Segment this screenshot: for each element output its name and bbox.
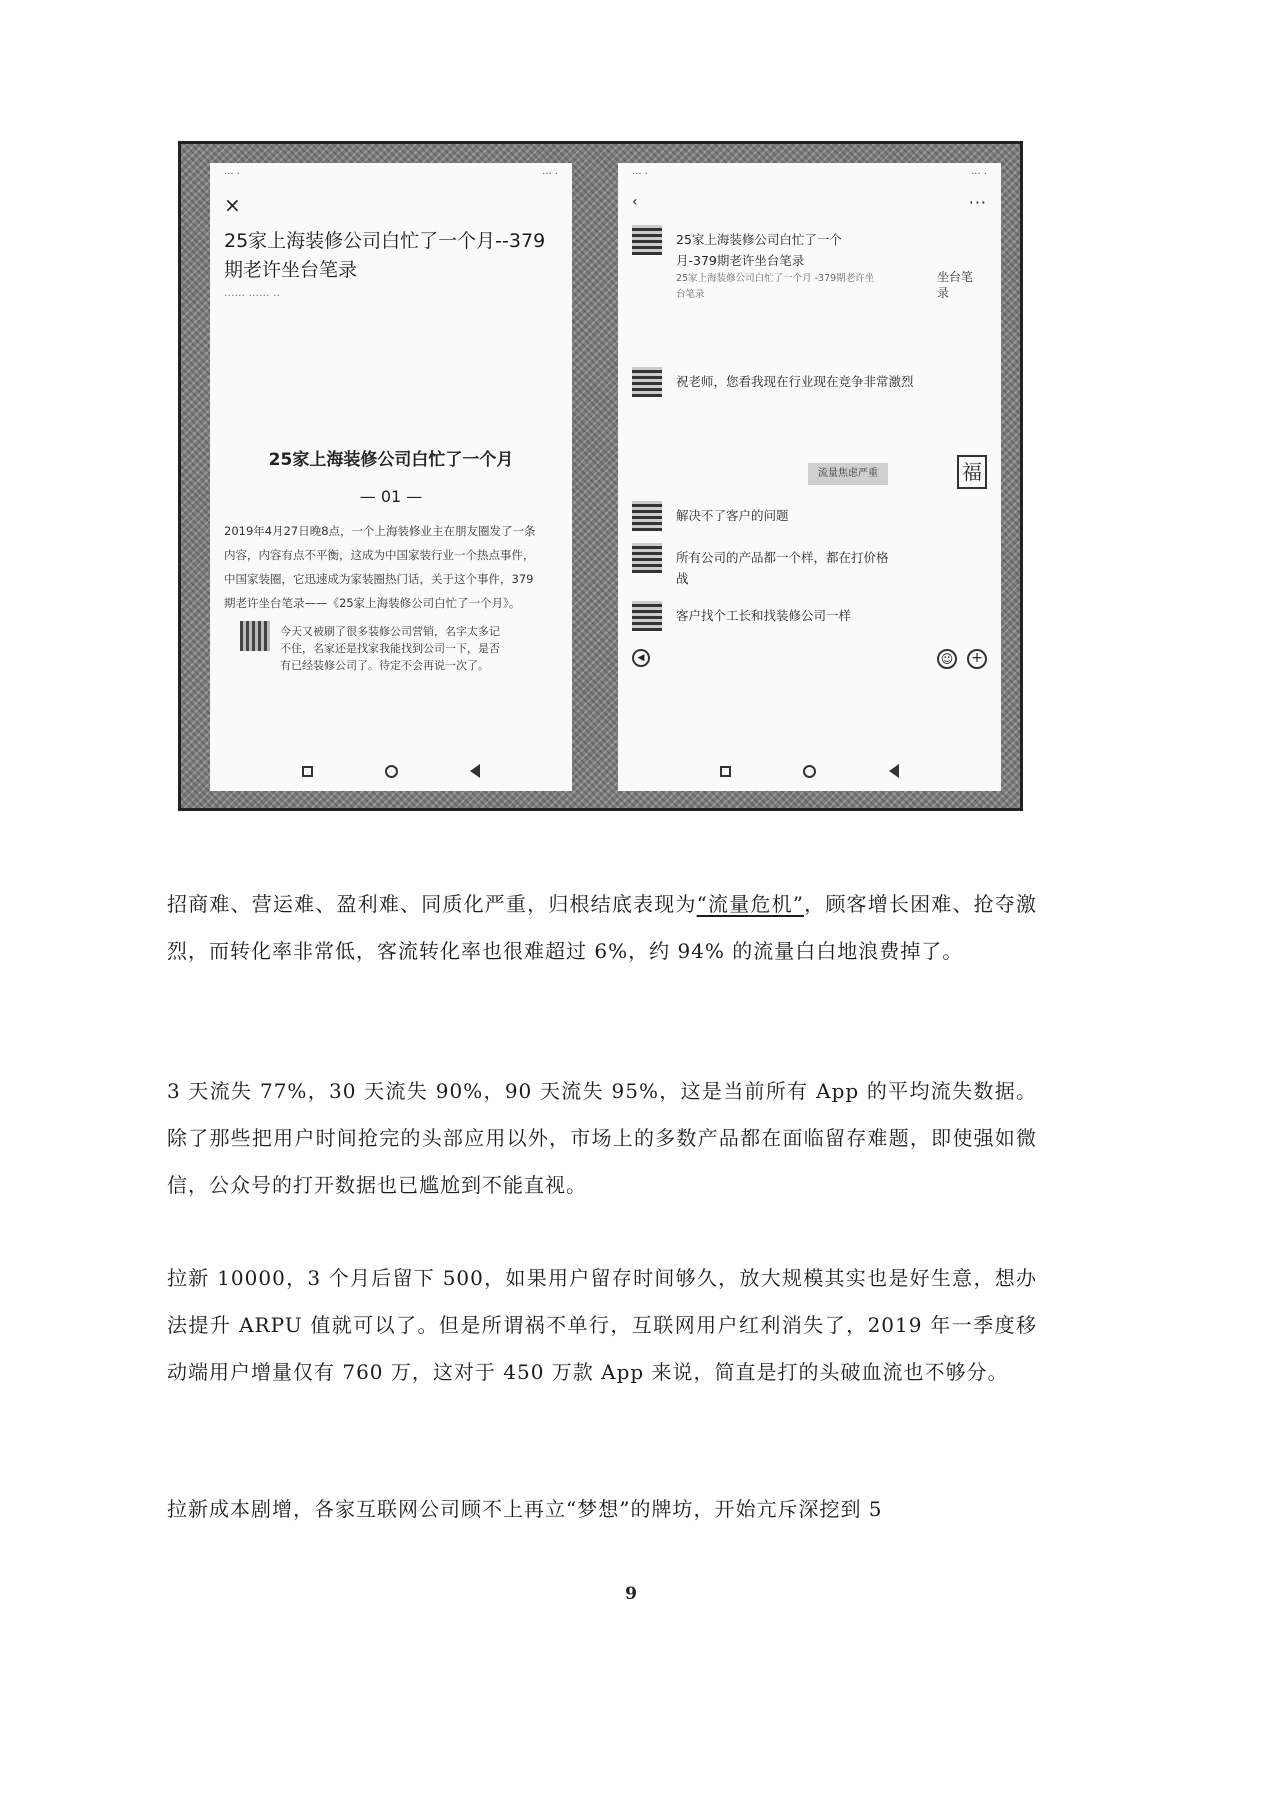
- voice-input-icon[interactable]: ◀: [632, 649, 650, 667]
- avatar: [632, 543, 662, 573]
- fu-sticker-icon: 福: [957, 455, 987, 489]
- android-nav-bar: [210, 751, 572, 791]
- article-subtitle: 25家上海装修公司白忙了一个月: [268, 450, 514, 470]
- shared-article-message[interactable]: [632, 225, 987, 345]
- home-icon[interactable]: [383, 763, 399, 779]
- home-icon[interactable]: [802, 763, 818, 779]
- chat-header: [632, 191, 987, 213]
- avatar: [240, 621, 270, 651]
- chat-message: [632, 601, 987, 635]
- paragraph-cost-increase: 拉新成本剧增，各家互联网公司顾不上再立“梦想”的牌坊，开始亢斥深挖到 5: [167, 1497, 883, 1521]
- chat-message: [632, 367, 987, 417]
- avatar: [632, 501, 662, 531]
- status-bar: ··· · ··· ·: [632, 169, 987, 180]
- reply-bubble: 流量焦虑严重: [808, 463, 888, 485]
- avatar: [632, 367, 662, 397]
- message-text: 祝老师，您看我现在行业现在竞争非常激烈: [676, 374, 914, 389]
- chat-message: [632, 543, 987, 593]
- left-phone-screen: [210, 163, 572, 791]
- emoji-icon[interactable]: ☺: [937, 649, 957, 669]
- article-title: 25家上海装修公司白忙了一个月--379期老许坐台笔录: [224, 230, 546, 281]
- close-icon[interactable]: ×: [224, 193, 241, 217]
- back-icon[interactable]: [467, 763, 483, 779]
- status-bar: ··· · ··· ·: [224, 169, 558, 180]
- message-text: 解决不了客户的问题: [676, 508, 789, 523]
- screenshot-photo: [178, 141, 1023, 811]
- message-text: 所有公司的产品都一个样，都在打价格战: [676, 550, 889, 586]
- paragraph-traffic-crisis: [167, 881, 1037, 975]
- message-text: 客户找个工长和找装修公司一样: [676, 608, 852, 623]
- article-meta: ······ ······ ··: [224, 289, 280, 302]
- section-number: — 01 —: [359, 487, 423, 506]
- chat-message: [632, 501, 987, 535]
- plus-icon[interactable]: +: [967, 649, 987, 669]
- recent-apps-icon[interactable]: [718, 763, 734, 779]
- paragraph-user-acquisition: 拉新 10000，3 个月后留下 500，如果用户留存时间够久，放大规模其实也是好生意，想办法提升 ARPU 值就可以了。但是所谓祸不单行，互联网用户红利消失了，2019 年一季度移动端用户增量仅有 760 万，这对于 450 万款 App 来说，简直是打的头破血流也不够分。: [167, 1266, 1037, 1384]
- underlined-term: “流量危机”: [696, 892, 804, 916]
- paragraph-text: ，顾客增长困难、抢夺激烈，而转化率非常低，客流转化率也很难超过 6%，约 94% 的流量白白地浪费掉了。: [167, 892, 1038, 963]
- more-options-icon[interactable]: ···: [968, 192, 987, 212]
- right-phone-screen: [618, 163, 1001, 791]
- recent-apps-icon[interactable]: [299, 763, 315, 779]
- card-thumbnail: 坐台笔录: [937, 270, 974, 300]
- back-arrow-icon[interactable]: ‹: [632, 194, 638, 210]
- avatar: [632, 225, 662, 255]
- page-number: 9: [625, 1584, 637, 1604]
- back-icon[interactable]: [886, 763, 902, 779]
- embedded-comment: [240, 621, 540, 731]
- card-title: 25家上海装修公司白忙了一个月-379期老许坐台笔录: [676, 232, 842, 268]
- avatar: [632, 601, 662, 631]
- card-subtitle: 25家上海装修公司白忙了一个月 -379期老许坐台笔录: [676, 273, 875, 300]
- comment-text: 今天又被刷了很多装修公司营销，名字太多记不住，名家还是找家我能找到公司一下，是否有已经装修公司了。待定不会再说一次了。: [280, 625, 500, 672]
- article-body: 2019年4月27日晚8点，一个上海装修业主在朋友圈发了一条内容，内容有点不平衡，这成为中国家装行业一个热点事件，中国家装圈，它迅速成为家装圈热门话，关于这个事件，379期老许坐台笔录——《25家上海装修公司白忙了一个月》。: [224, 524, 536, 610]
- paragraph-text: 招商难、营运难、盈利难、同质化严重，归根结底表现为: [167, 892, 697, 916]
- android-nav-bar: [618, 751, 1001, 791]
- chat-input-bar: [632, 649, 987, 671]
- paragraph-churn-data: 3 天流失 77%，30 天流失 90%，90 天流失 95%，这是当前所有 App 的平均流失数据。除了那些把用户时间抢完的头部应用以外，市场上的多数产品都在面临留存难题，即使强如微信，公众号的打开数据也已尴尬到不能直视。: [167, 1079, 1037, 1197]
